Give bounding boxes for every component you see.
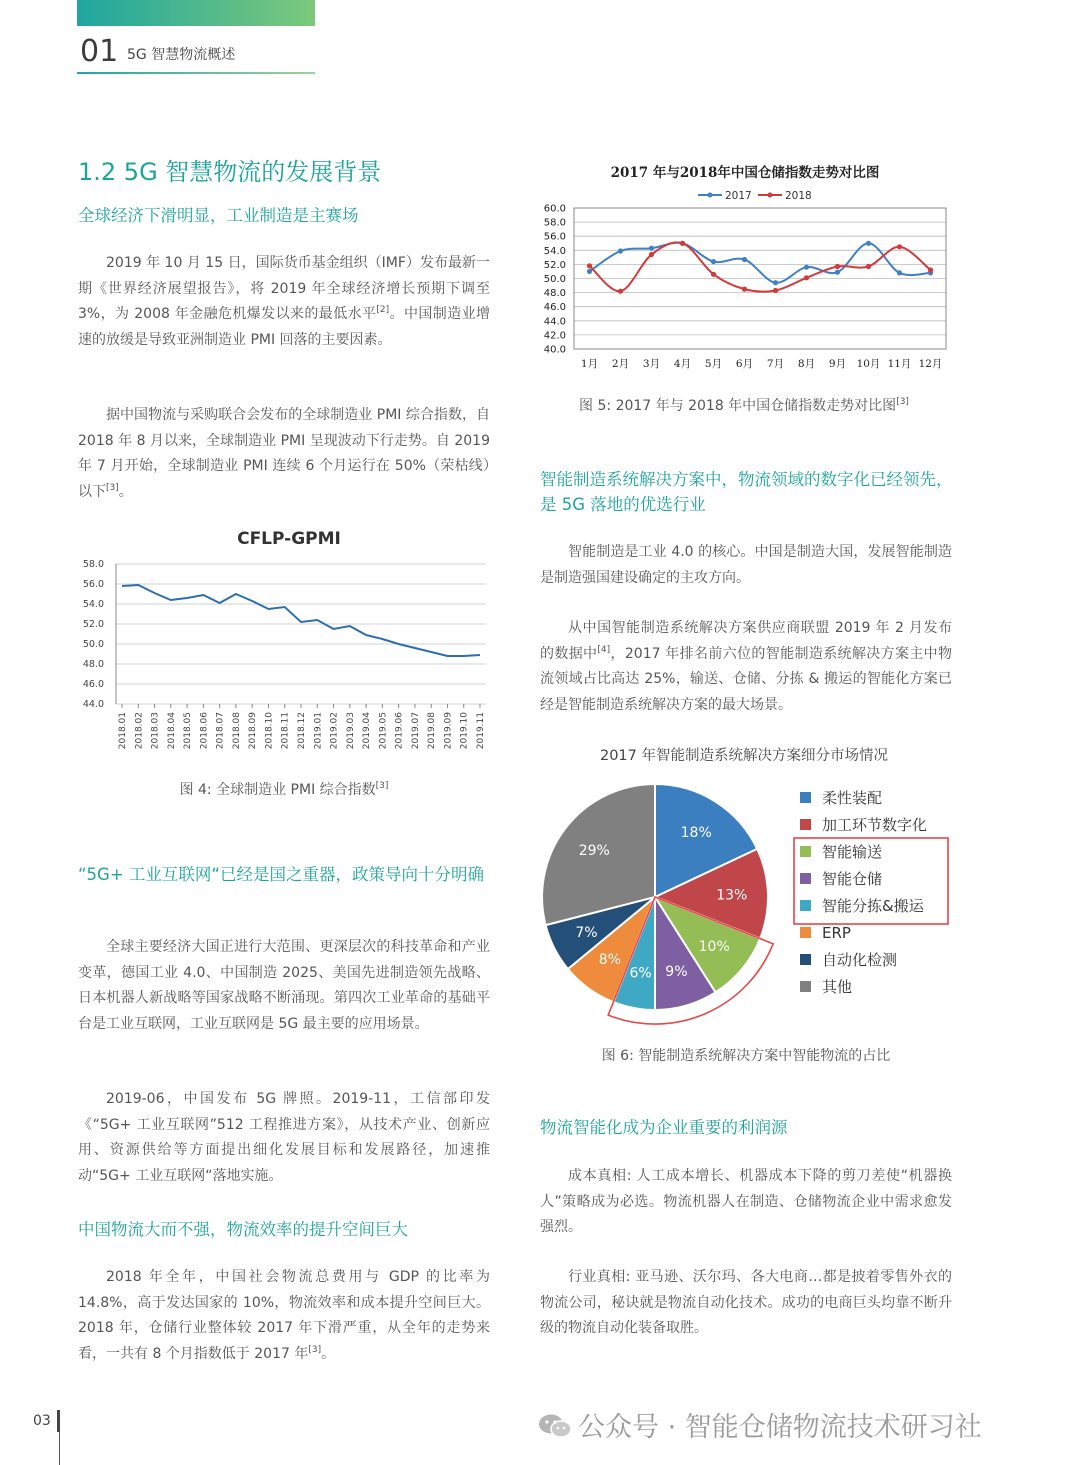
chart2-ytick-label: 54.0 — [543, 245, 566, 257]
chart3-legend-label-5: ERP — [822, 924, 851, 942]
fig5-ref: [3] — [896, 397, 909, 407]
p5-ref: [3] — [308, 1344, 322, 1355]
p2-ref: [3] — [106, 482, 119, 493]
chart2-xtick-label: 10月 — [856, 358, 881, 370]
header-underline — [77, 72, 315, 74]
chart3-legend-label-2: 智能输送 — [822, 843, 883, 861]
chart1-xtick-label: 2018.09 — [248, 712, 259, 750]
paragraph-industry-truth — [540, 1265, 952, 1342]
chart1-xtick-label: 2018.04 — [166, 712, 177, 750]
chart1-xtick-label: 2019.04 — [362, 712, 373, 750]
chart2-xtick-label: 4月 — [673, 358, 692, 370]
paragraph-5g-license — [78, 1087, 490, 1189]
chart1-xtick-label: 2019.11 — [476, 712, 486, 750]
subheading-profit-source: 物流智能化成为企业重要的利润源 — [540, 1118, 788, 1137]
p6-text: 智能制造是工业 4.0 的核心。中国是制造大国，发展智能制造是制造强国建设确定的主攻方向。 — [540, 544, 952, 586]
chart2-point-2017 — [773, 280, 778, 285]
figure6-caption: 图 6: 智能制造系统解决方案中智能物流的占比 — [601, 1048, 891, 1064]
chart2-legend-marker-2017 — [708, 193, 713, 198]
chart2-point-2018 — [928, 267, 933, 272]
chart3-legend-label-3: 智能仓储 — [822, 870, 883, 888]
chapter-number: 01 — [80, 34, 119, 69]
p3-text: 全球主要经济大国正进行大范围、更深层次的科技革命和产业变革，德国工业 4.0、中国制造 2025、美国先进制造领先战略、日本机器人新战略等国家战略不断涌现。第四次工业革命的基础平台是工业互联网，工业互联网是 5G 最主要的应用场景。 — [78, 939, 490, 1032]
chart2-xtick-label: 7月 — [766, 358, 785, 370]
p1-text: 2019 年 10 月 15 日，国际货币基金组织（IMF）发布最新一期《世界经济展望报告》，将 2019 年全球经济增长预期下调至 3%，为 2008 年金融危机爆发以来的最低水平 — [78, 255, 490, 322]
chart2-series-line-2017 — [590, 243, 931, 283]
chart1-xtick-label: 2019.10 — [459, 712, 470, 750]
chart1-xtick-label: 2018.11 — [280, 712, 291, 750]
p5-end: 。 — [321, 1345, 336, 1362]
chart2-legend-label-2017: 2017 — [725, 190, 752, 202]
chart2-point-2018 — [618, 289, 623, 294]
chart2-point-2018 — [649, 252, 654, 257]
chart3-slice-label-1: 13% — [716, 887, 748, 904]
subheading-economy: 全球经济下滑明显，工业制造是主赛场 — [78, 206, 359, 225]
chart2-xtick-label: 3月 — [642, 358, 661, 370]
chart2-point-2017 — [587, 269, 592, 274]
chart2-ytick-label: 56.0 — [543, 231, 566, 243]
fig5-caption-text: 图 5: 2017 年与 2018 年中国仓储指数走势对比图 — [579, 398, 897, 414]
p7-end: ，2017 年排名前六位的智能制造系统解决方案主中物流领域占比高达 25%，输送、仓储、分拣 & 搬运的智能化方案已经是智能制造系统解决方案的最大场景。 — [540, 645, 953, 713]
chart1-xtick-label: 2019.08 — [427, 712, 438, 750]
paragraph-alliance-data — [540, 616, 952, 718]
chart2-point-2018 — [773, 288, 778, 293]
chart3-slice-label-0: 18% — [680, 825, 712, 842]
chart1-xtick-label: 2018.10 — [264, 712, 275, 750]
chart3-title: 2017 年智能制造系统解决方案细分市场情况 — [599, 748, 889, 764]
chart1-xtick-label: 2018.03 — [150, 712, 161, 750]
subheading-smart-manufacturing: 智能制造系统解决方案中，物流领域的数字化已经领先，是 5G 落地的优选行业 — [540, 470, 953, 514]
chart3-legend-swatch-6 — [800, 954, 811, 965]
chart2-point-2017 — [618, 248, 623, 253]
header-accent-bar — [77, 0, 315, 26]
chart2-legend-marker-2018 — [768, 193, 773, 198]
paragraph-tech-revolution — [78, 935, 490, 1037]
chart3-slice-label-5: 8% — [598, 952, 621, 969]
p7-ref: [4] — [597, 644, 611, 655]
chart3-legend-label-6: 自动化检测 — [822, 951, 898, 969]
chart1-series-line — [122, 585, 480, 656]
paragraph-cost-truth — [540, 1164, 952, 1241]
pmi-line-chart — [78, 522, 490, 772]
chart2-xtick-label: 11月 — [887, 358, 912, 370]
chart1-xtick-label: 2019.07 — [410, 712, 421, 750]
chart2-legend-label-2018: 2018 — [785, 190, 812, 202]
chart1-xtick-label: 2018.06 — [199, 712, 210, 750]
chart3-legend-label-0: 柔性装配 — [822, 789, 883, 807]
chart1-xtick-label: 2018.08 — [231, 712, 242, 750]
chart2-point-2018 — [897, 244, 902, 249]
chart2-point-2017 — [711, 259, 716, 264]
warehouse-index-chart — [538, 158, 950, 378]
chart2-ytick-label: 46.0 — [543, 302, 566, 314]
chart2-point-2017 — [897, 270, 902, 275]
chart1-xtick-label: 2018.01 — [118, 712, 128, 750]
fig4-ref: [3] — [375, 781, 389, 791]
paragraph-pmi — [78, 403, 490, 505]
chart2-xtick-label: 2月 — [611, 358, 630, 370]
chart2-ytick-label: 42.0 — [543, 330, 566, 342]
chart1-title: CFLP-GPMI — [237, 529, 341, 549]
chart2-point-2018 — [835, 264, 840, 269]
p5-text: 2018 年全年，中国社会物流总费用与 GDP 的比率为 14.8%，高于发达国家的 10%，物流效率和成本提升空间巨大。2018 年，仓储行业整体较 2017 年下滑严重，从全年的走势来看，一共有 8 个月指数低于 2017 年 — [78, 1269, 490, 1362]
watermark — [538, 1405, 982, 1444]
chart2-xtick-label: 8月 — [797, 358, 816, 370]
section-title: 1.2 5G 智慧物流的发展背景 — [78, 158, 382, 186]
figure4-caption — [78, 779, 490, 799]
chart2-xtick-label: 12月 — [918, 358, 943, 370]
chart1-xtick-label: 2019.06 — [394, 712, 405, 750]
chart3-legend-swatch-4 — [800, 900, 811, 911]
chart3-legend-label-1: 加工环节数字化 — [822, 816, 928, 834]
chart2-point-2017 — [866, 241, 871, 246]
chart3-legend-swatch-5 — [800, 927, 811, 938]
page-margin-line — [59, 1432, 60, 1465]
fig4-caption-text: 图 4: 全球制造业 PMI 综合指数 — [179, 782, 376, 798]
chart3-legend-swatch-3 — [800, 873, 811, 884]
chart2-xtick-label: 5月 — [704, 358, 723, 370]
p2-text: 据中国物流与采购联合会发布的全球制造业 PMI 综合指数，自 2018 年 8 月以来，全球制造业 PMI 呈现波动下行走势。自 2019 年 7 月开始，全球制造业 PMI 连续 6 个月运行在 50%（荣枯线）以下 — [78, 407, 490, 500]
p1-ref: [2] — [376, 305, 390, 315]
chart2-ytick-label: 60.0 — [543, 203, 566, 215]
chart1-xtick-label: 2018.05 — [183, 712, 194, 750]
chart1-xtick-label: 2018.12 — [297, 712, 307, 750]
wechat-icon — [538, 1413, 572, 1439]
chapter-title: 5G 智慧物流概述 — [127, 47, 236, 63]
p7-text: 从中国智能制造系统解决方案供应商联盟 2019 年 2 月发布的数据中 — [540, 620, 952, 662]
chart3-legend-swatch-1 — [800, 819, 811, 830]
chart2-point-2018 — [866, 264, 871, 269]
chart2-point-2017 — [804, 265, 809, 270]
chart1-xtick-label: 2019.09 — [443, 712, 454, 750]
page-number: 03 — [33, 1413, 51, 1429]
chart3-legend-label-4: 智能分拣&搬运 — [822, 897, 924, 915]
chart1-ytick-label: 52.0 — [82, 619, 104, 630]
chart2-point-2017 — [649, 246, 654, 251]
chart3-legend-swatch-0 — [800, 792, 811, 803]
chart2-xtick-label: 9月 — [828, 358, 847, 370]
chart2-ytick-label: 50.0 — [543, 274, 566, 285]
figure5-caption — [538, 395, 950, 415]
chart3-slice-label-7: 29% — [578, 842, 610, 859]
chart2-point-2017 — [742, 257, 747, 262]
chart2-ytick-label: 52.0 — [543, 259, 566, 271]
chart2-point-2018 — [804, 275, 809, 280]
chart1-ytick-label: 58.0 — [82, 559, 104, 570]
p1-end: 。中国制造业增速的放缓是导致亚洲制造业 PMI 回落的主要因素。 — [78, 306, 490, 348]
subheading-industrial-internet: “5G+ 工业互联网“已经是国之重器，政策导向十分明确 — [78, 865, 484, 884]
chart2-point-2018 — [587, 263, 592, 268]
chart2-point-2018 — [711, 272, 716, 277]
chart3-legend-swatch-2 — [800, 846, 811, 857]
chart3-slice-label-6: 7% — [575, 924, 598, 941]
chart1-ytick-label: 46.0 — [82, 679, 104, 690]
chart3-slice-label-3: 9% — [665, 963, 688, 980]
chart1-xtick-label: 2018.07 — [215, 712, 226, 750]
solution-market-pie-chart — [538, 738, 958, 1038]
p8-text: 成本真相: 人工成本增长、机器成本下降的剪刀差使“机器换人”策略成为必选。物流机器人在制造、仓储物流企业中需求愈发强烈。 — [540, 1168, 952, 1235]
subheading-logistics-efficiency: 中国物流大而不强，物流效率的提升空间巨大 — [78, 1220, 408, 1239]
chart3-legend-swatch-7 — [800, 981, 811, 992]
chart2-ytick-label: 58.0 — [543, 217, 566, 229]
watermark-text: 公众号 · 智能仓储物流技术研习社 — [578, 1412, 982, 1443]
chart1-ytick-label: 56.0 — [82, 579, 104, 590]
chart1-xtick-label: 2019.03 — [345, 712, 356, 750]
paragraph-logistics-cost — [78, 1265, 490, 1367]
chart2-xtick-label: 6月 — [735, 358, 754, 370]
chart1-xtick-label: 2019.02 — [329, 712, 340, 750]
p4-text: 2019-06，中国发布 5G 牌照。2019-11，工信部印发《“5G+ 工业互联网”512 工程推进方案》，从技术产业、创新应用、资源供给等方面提出细化发展目标和发展路径，加速推动“5G+ 工业互联网“落地实施。 — [78, 1091, 490, 1184]
chart1-ytick-label: 48.0 — [82, 659, 104, 670]
chart1-xtick-label: 2018.02 — [134, 712, 145, 750]
chart1-xtick-label: 2019.01 — [313, 712, 324, 750]
chart3-slice-label-4: 6% — [629, 965, 652, 982]
chart2-point-2017 — [835, 270, 840, 275]
chart2-ytick-label: 48.0 — [543, 288, 566, 300]
chart3-slice-label-2: 10% — [698, 939, 730, 955]
paragraph-industry40 — [540, 540, 952, 591]
chart2-title: 2017 年与2018年中国仓储指数走势对比图 — [610, 165, 880, 181]
chart2-ytick-label: 44.0 — [543, 316, 566, 328]
chart1-ytick-label: 50.0 — [82, 639, 104, 650]
paragraph-imf — [78, 251, 490, 353]
p2-end: 。 — [118, 483, 133, 500]
p9-text: 行业真相: 亚马逊、沃尔玛、各大电商…都是披着零售外衣的物流公司，秘诀就是物流自动化技术。成功的电商巨头均靠不断升级的物流自动化装备取胜。 — [540, 1269, 952, 1336]
chart2-ytick-label: 40.0 — [543, 344, 566, 356]
chart1-xtick-label: 2019.05 — [378, 712, 389, 750]
chart1-ytick-label: 44.0 — [82, 699, 104, 710]
chart1-ytick-label: 54.0 — [82, 599, 104, 610]
page-number-bar — [57, 1410, 60, 1432]
chart2-xtick-label: 1月 — [580, 358, 599, 370]
chart2-point-2018 — [680, 241, 685, 246]
chart3-legend-label-7: 其他 — [822, 978, 853, 996]
chart2-point-2018 — [742, 287, 747, 292]
